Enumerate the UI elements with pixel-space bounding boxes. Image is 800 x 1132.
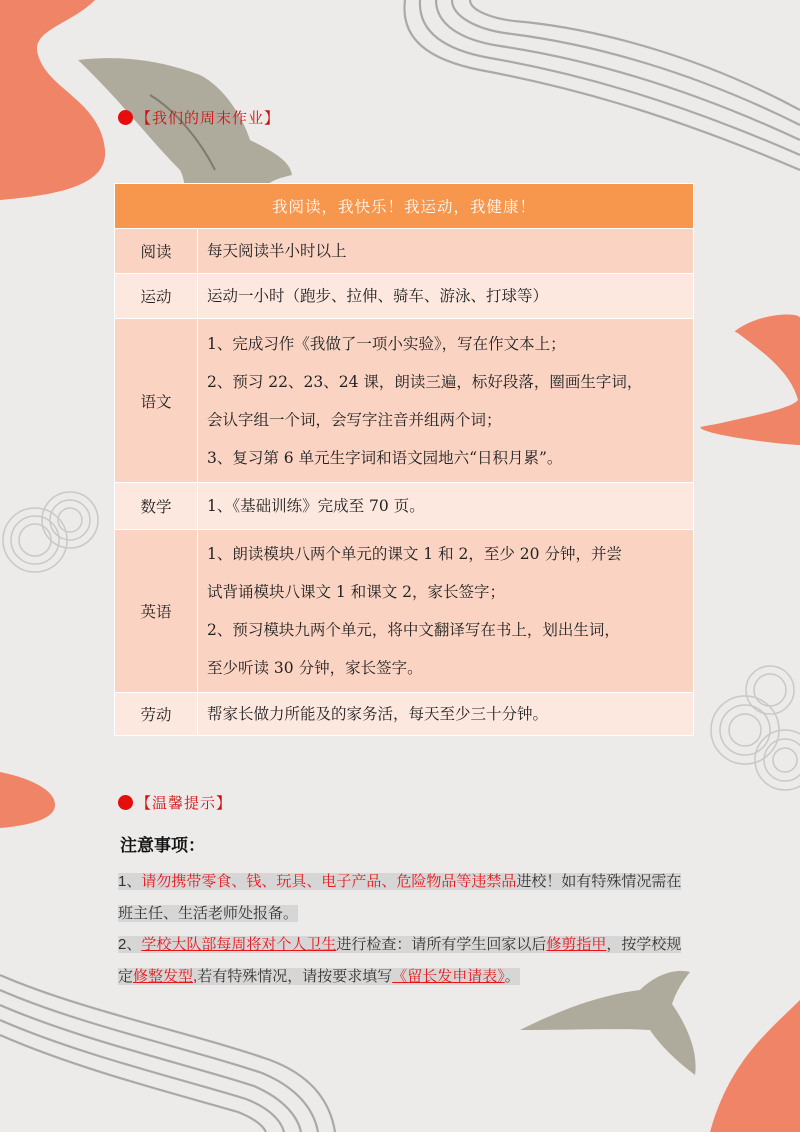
task-line: 2、预习模块九两个单元，将中文翻译写在书上，划出生词， [207, 621, 620, 639]
task-line: 1、朗读模块八两个单元的课文 1 和 2，至少 20 分钟，并尝 [207, 545, 622, 563]
note-emphasis: 《留长发申请表》 [392, 968, 505, 985]
note-text: 。 [504, 968, 520, 985]
red-dot-icon [118, 110, 133, 125]
note-highlight [118, 873, 681, 922]
note-emphasis: 学校大队部每周将对 [141, 936, 277, 953]
subject-cell: 数学 [115, 483, 198, 530]
table-row-sports [115, 274, 694, 319]
task-line: 会认字组一个词，会写字注音并组两个词； [207, 411, 502, 429]
subject-cell: 阅读 [115, 229, 198, 274]
task-cell [198, 274, 694, 319]
task-cell [198, 319, 694, 483]
task-cell [198, 693, 694, 736]
task-line: 1、《基础训练》完成至 70 页。 [207, 497, 425, 515]
note-text: 2、 [118, 936, 142, 953]
subject-cell: 运动 [115, 274, 198, 319]
note-emphasis: 修整发型 [133, 968, 194, 985]
homework-table [114, 183, 694, 736]
task-line: 运动一小时（跑步、拉伸、骑车、游泳、打球等） [207, 287, 549, 305]
note-item-1 [118, 866, 688, 930]
task-line: 2、预习 22、23、24 课，朗读三遍，标好段落，圈画生字词， [207, 373, 643, 391]
task-line: 帮家长做力所能及的家务活，每天至少三十分钟。 [207, 705, 549, 723]
note-emphasis: 请勿携带零食、钱、玩具、电子产品、危险物品等违禁品 [141, 873, 517, 890]
subject-cell: 劳动 [115, 693, 198, 736]
task-line: 至少听读 30 分钟，家长签字。 [207, 659, 423, 677]
task-cell [198, 530, 694, 693]
notes-heading: 注意事项： [120, 836, 205, 856]
note-text: 个人卫生 [276, 936, 337, 953]
note-text: ,若有特殊情况，请按要求填写 [193, 968, 393, 985]
task-line: 1、完成习作《我做了一项小实验》，写在作文本上； [207, 335, 566, 353]
subject-cell: 英语 [115, 530, 198, 693]
note-text: ，按学校规定 [118, 936, 682, 985]
subject-cell: 语文 [115, 319, 198, 483]
warm-tips-title-text: 【温馨提示】 [136, 794, 233, 812]
task-line: 3、复习第 6 单元生字词和语文园地六“日积月累”。 [207, 449, 563, 467]
table-row-math [115, 483, 694, 530]
note-text: 1、 [118, 873, 142, 890]
note-text: 进校！如有特殊情况需在班主任、生活老师处报备。 [118, 873, 682, 922]
warm-tips-title [118, 792, 232, 813]
task-cell [198, 483, 694, 530]
note-item-2 [118, 929, 688, 993]
weekend-homework-title [118, 107, 280, 128]
table-row-chinese [115, 319, 694, 483]
note-highlight [118, 936, 681, 985]
task-cell [198, 229, 694, 274]
table-row-reading [115, 229, 694, 274]
table-row-english [115, 530, 694, 693]
note-emphasis: 修剪指甲 [546, 936, 607, 953]
task-line: 每天阅读半小时以上 [207, 242, 347, 260]
red-dot-icon [118, 795, 133, 810]
note-text: 进行检查：请所有学生回家以后 [336, 936, 547, 953]
weekend-homework-title-text: 【我们的周末作业】 [136, 109, 281, 127]
table-row-labor [115, 693, 694, 736]
task-line: 试背诵模块八课文 1 和课文 2，家长签字； [207, 583, 506, 601]
homework-table-header: 我阅读，我快乐！我运动，我健康！ [115, 184, 694, 229]
